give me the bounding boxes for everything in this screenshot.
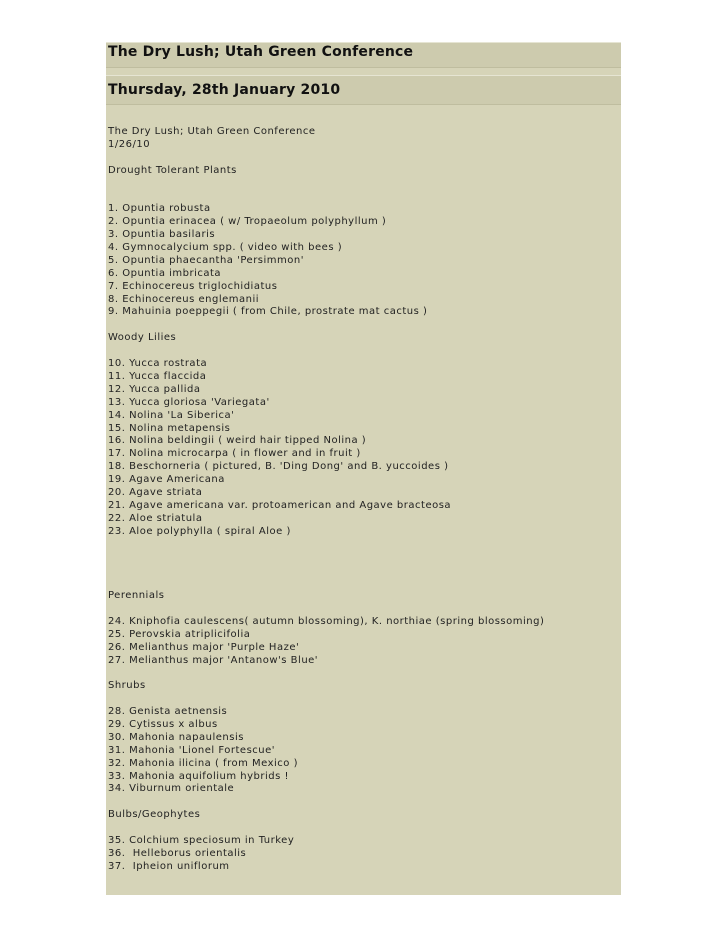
list-item: 20. Agave striata	[108, 486, 203, 498]
list-item: 1. Opuntia robusta	[108, 203, 211, 215]
section-heading: Perennials	[108, 590, 165, 602]
list-item: 10. Yucca rostrata	[108, 358, 208, 370]
list-item: 17. Nolina microcarpa ( in flower and in fruit )	[108, 448, 361, 460]
list-item: 11. Yucca flaccida	[108, 370, 207, 382]
list-woody-lilies	[108, 358, 544, 538]
list-item: 36. Helleborus orientalis	[108, 847, 247, 859]
page-title: The Dry Lush; Utah Green Conference	[108, 44, 414, 60]
content-panel	[106, 42, 621, 895]
list-item: 24. Kniphofia caulescens( autumn blossoming), K. northiae (spring blossoming)	[108, 615, 545, 627]
list-item: 4. Gymnocalycium spp. ( video with bees )	[108, 242, 343, 254]
section-heading: Shrubs	[108, 680, 146, 692]
list-item: 23. Aloe polyphylla ( spiral Aloe )	[108, 525, 291, 537]
list-item: 9. Mahuinia poeppegii ( from Chile, prostrate mat cactus )	[108, 306, 428, 318]
list-perennials	[108, 616, 544, 668]
list-shrubs	[108, 706, 544, 796]
list-item: 29. Cytissus x albus	[108, 719, 218, 730]
list-item: 33. Mahonia aquifolium hybrids !	[108, 770, 289, 782]
list-item: 35. Colchium speciosum in Turkey	[108, 835, 295, 847]
list-item: 8. Echinocereus englemanii	[108, 293, 260, 305]
list-item: 31. Mahonia 'Lionel Fortescue'	[108, 744, 276, 756]
list-item: 7. Echinocereus triglochidiatus	[108, 280, 278, 292]
list-item: 22. Aloe striatula	[108, 512, 203, 524]
list-item: 21. Agave americana var. protoamerican and Agave bracteosa	[108, 499, 452, 511]
list-item: 34. Viburnum orientale	[108, 783, 235, 795]
intro-date: 1/26/10	[108, 138, 151, 150]
list-item: 12. Yucca pallida	[108, 383, 201, 395]
intro-title: The Dry Lush; Utah Green Conference	[108, 126, 316, 137]
list-item: 2. Opuntia erinacea ( w/ Tropaeolum polyphyllum )	[108, 216, 387, 228]
list-item: 37. Ipheion uniflorum	[108, 860, 230, 872]
list-item: 3. Opuntia basilaris	[108, 229, 216, 241]
list-item: 32. Mahonia ilicina ( from Mexico )	[108, 757, 298, 769]
section-heading: Bulbs/Geophytes	[108, 809, 201, 821]
list-item: 19. Agave Americana	[108, 474, 225, 486]
list-item: 27. Melianthus major 'Antanow's Blue'	[108, 654, 319, 666]
post-date: Thursday, 28th January 2010	[108, 82, 341, 98]
title-bar	[106, 42, 621, 68]
list-item: 6. Opuntia imbricata	[108, 267, 222, 279]
list-item: 5. Opuntia phaecantha 'Persimmon'	[108, 254, 304, 266]
section-heading: Drought Tolerant Plants	[108, 164, 237, 176]
list-item: 13. Yucca gloriosa 'Variegata'	[108, 396, 270, 408]
list-item: 14. Nolina 'La Siberica'	[108, 409, 235, 421]
list-item: 15. Nolina metapensis	[108, 422, 231, 434]
post-body	[108, 126, 544, 874]
list-item: 25. Perovskia atriplicifolia	[108, 628, 251, 640]
list-item: 18. Beschorneria ( pictured, B. 'Ding Dong' and B. yuccoides )	[108, 461, 449, 473]
list-item: 16. Nolina beldingii ( weird hair tipped Nolina )	[108, 435, 367, 447]
list-cacti	[108, 203, 544, 319]
list-item: 30. Mahonia napaulensis	[108, 731, 244, 743]
date-bar	[106, 75, 621, 105]
section-heading: Woody Lilies	[108, 332, 177, 344]
list-item: 26. Melianthus major 'Purple Haze'	[108, 641, 300, 653]
list-bulbs	[108, 835, 544, 874]
list-item: 28. Genista aetnensis	[108, 706, 228, 718]
